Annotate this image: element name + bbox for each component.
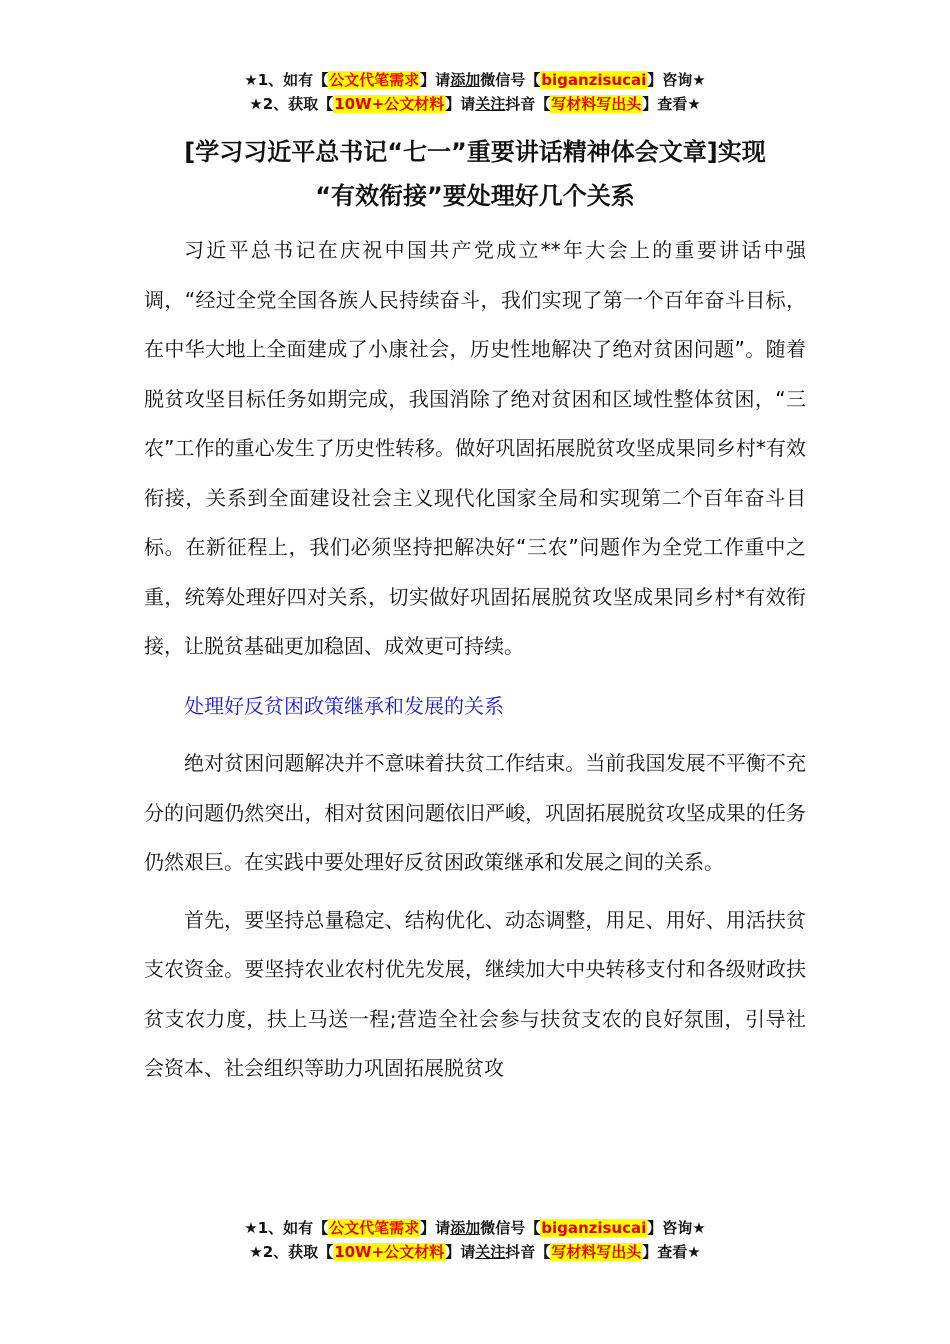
- highlight-materials: 10W+公文材料: [334, 95, 445, 113]
- bottom-banner: [0, 1216, 950, 1264]
- highlight-wechat-id: biganzisucai: [541, 1219, 647, 1237]
- section-heading: 处理好反贫困政策继承和发展的关系: [184, 693, 504, 718]
- highlight-ghostwriting: 公文代笔需求: [329, 1219, 420, 1237]
- document-title: [120, 130, 830, 218]
- highlight-douyin-account: 写材料写出头: [551, 1243, 642, 1261]
- banner-line-1: ★1、如有【公文代笔需求】请添加微信号【biganzisucai】咨询★: [244, 71, 706, 89]
- title-line-1: [学习习近平总书记“七一”重要讲话精神体会文章]实现: [184, 138, 766, 166]
- body-paragraph: 绝对贫困问题解决并不意味着扶贫工作结束。当前我国发展不平衡不充分的问题仍然突出，相对贫困问题依旧严峻，巩固拓展脱贫攻坚成果的任务仍然艰巨。在实践中要处理好反贫困政策继承和发展之间的关系。: [144, 751, 806, 874]
- banner-line-2: ★2、获取【10W+公文材料】请关注抖音【写材料写出头】查看★: [249, 95, 701, 113]
- top-banner: [0, 68, 950, 116]
- highlight-douyin-account: 写材料写出头: [551, 95, 642, 113]
- document-body: [144, 226, 806, 1094]
- banner-line-1: ★1、如有【公文代笔需求】请添加微信号【biganzisucai】咨询★: [244, 1219, 706, 1237]
- title-line-2: “有效衔接”要处理好几个关系: [315, 182, 635, 210]
- highlight-materials: 10W+公文材料: [334, 1243, 445, 1261]
- highlight-wechat-id: biganzisucai: [541, 71, 647, 89]
- banner-line-2: ★2、获取【10W+公文材料】请关注抖音【写材料写出头】查看★: [249, 1243, 701, 1261]
- highlight-ghostwriting: 公文代笔需求: [329, 71, 420, 89]
- body-paragraph: 首先，要坚持总量稳定、结构优化、动态调整，用足、用好、用活扶贫支农资金。要坚持农业农村优先发展，继续加大中央转移支付和各级财政扶贫支农力度，扶上马送一程;营造全社会参与扶贫支农的良好氛围，引导社会资本、社会组织等助力巩固拓展脱贫攻: [144, 907, 806, 1080]
- body-paragraph: 习近平总书记在庆祝中国共产党成立**年大会上的重要讲话中强调，“经过全党全国各族人民持续奋斗，我们实现了第一个百年奋斗目标，在中华大地上全面建成了小康社会，历史性地解决了绝对贫困问题”。随着脱贫攻坚目标任务如期完成，我国消除了绝对贫困和区域性整体贫困，“三农”工作的重心发生了历史性转移。做好巩固拓展脱贫攻坚成果同乡村*有效衔接，关系到全面建设社会主义现代化国家全局和实现第二个百年奋斗目标。在新征程上，我们必须坚持把解决好“三农”问题作为全党工作重中之重，统筹处理好四对关系，切实做好巩固拓展脱贫攻坚成果同乡村*有效衔接，让脱贫基础更加稳固、成效更可持续。: [144, 238, 806, 658]
